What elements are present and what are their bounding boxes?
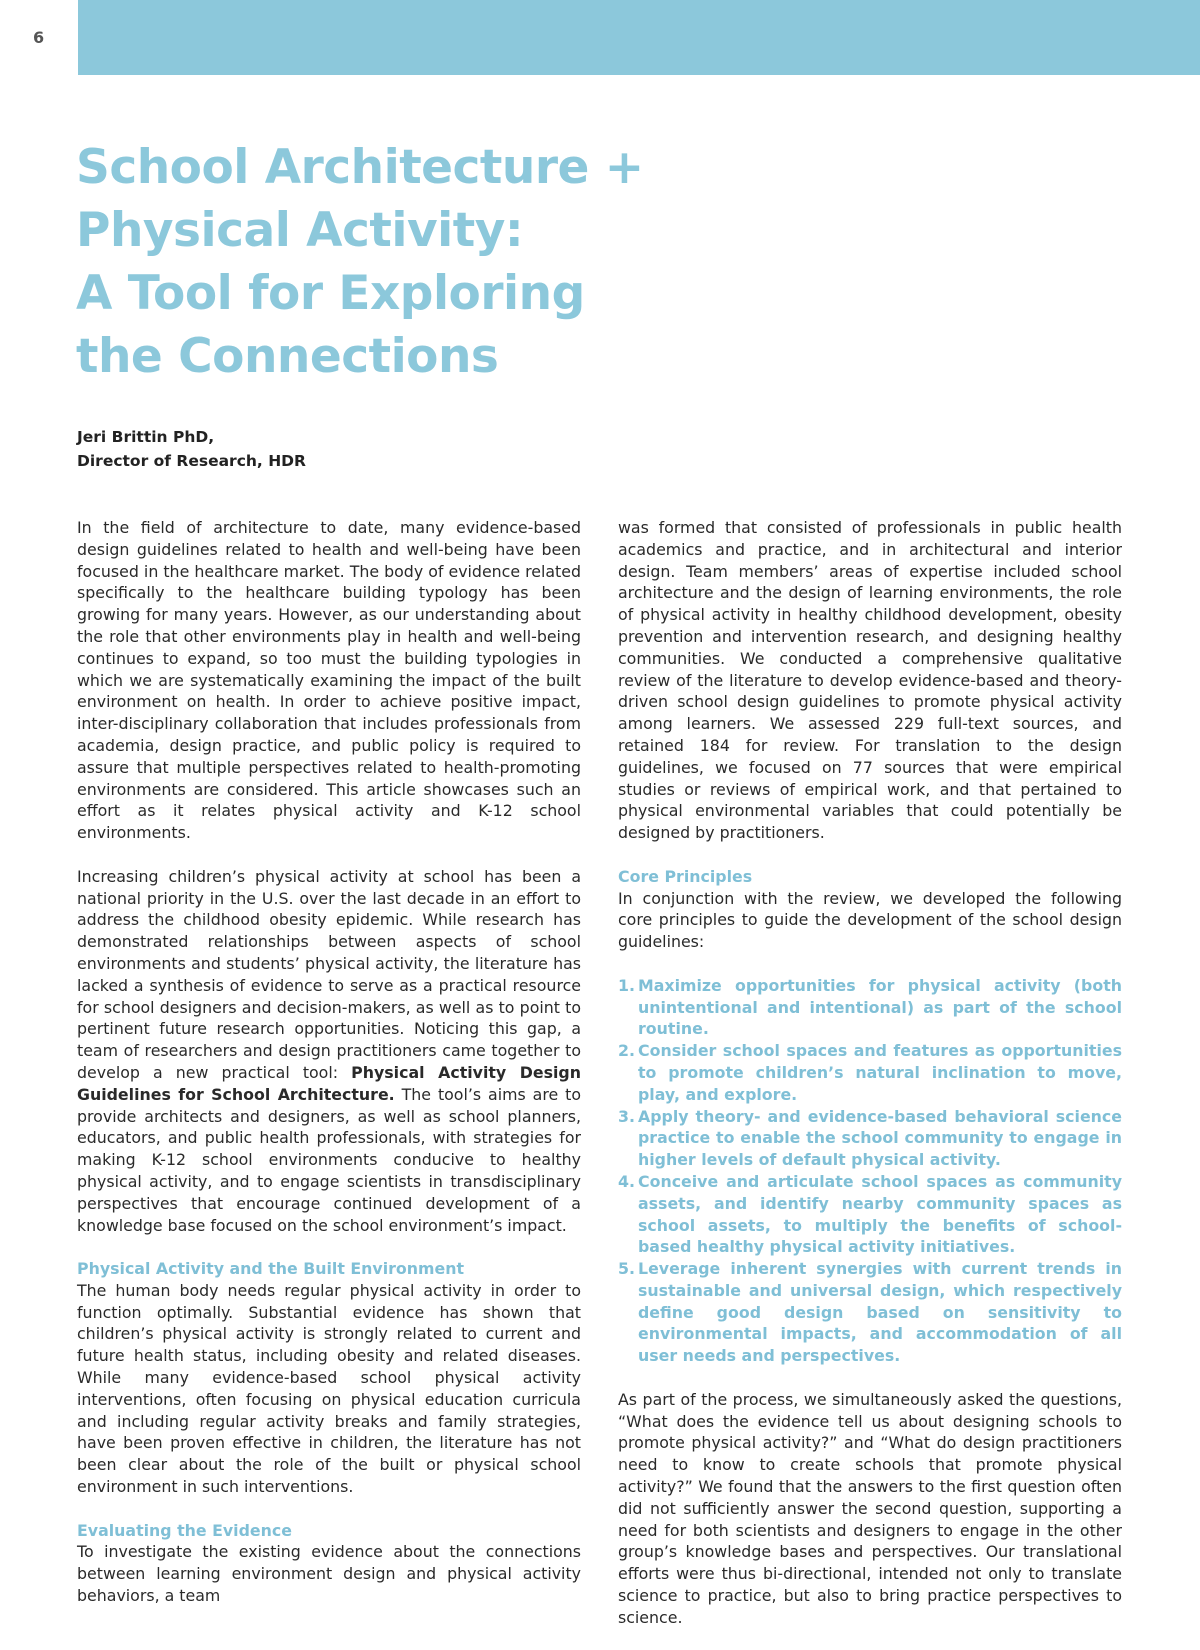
section-core-principles	[618, 866, 1122, 953]
list-number: 4.	[618, 1171, 635, 1191]
list-text: Apply theory- and evidence-based behavioral science practice to enable the school community to engage in higher levels of default physical activity.	[638, 1106, 1122, 1170]
title-line: Physical Activity:	[76, 203, 524, 258]
author-name: Jeri Brittin PhD,	[77, 428, 215, 446]
list-item	[618, 975, 1122, 1040]
author-block	[77, 425, 306, 473]
motivation-text-end: The tool’s aims are to provide architects and designers, as well as school planners, educators, and public health professionals, with strategies for making K-12 school environments conducive to healthy physical activity, and to engage scientists in transdisciplinary perspectives that encourage continued development of a knowledge base focused on the school environment’s impact.	[77, 1084, 582, 1235]
list-number: 3.	[618, 1106, 635, 1126]
principles-list	[618, 975, 1122, 1367]
motivation-paragraph	[77, 866, 581, 1237]
title-line: the Connections	[76, 329, 499, 384]
section-heading: Physical Activity and the Built Environment	[77, 1259, 464, 1279]
section-text: To investigate the existing evidence about the connections between learning environment design and physical activity behaviors, a team	[77, 1542, 581, 1606]
motivation-text-start: Increasing children’s physical activity at school has been a national priority in the U.S. over the last decade in an effort to address the childhood obesity epidemic. While research has demonstrated relationships between aspects of school environments and students’ physical activity, the literature has lacked a synthesis of evidence to serve as a practical resource for school designers and decision-makers, as well as to point to pertinent future research opportunities. Noticing this gap, a team of researchers and design practitioners came together to develop a new practical tool:	[77, 866, 581, 1082]
page-number: 6	[33, 28, 45, 47]
list-number: 1.	[618, 975, 635, 995]
list-text: Conceive and articulate school spaces as community assets, and identify nearby community spaces as school assets, to multiply the benefits of school-based healthy physical activity initiatives.	[638, 1171, 1122, 1257]
list-item	[618, 1106, 1122, 1171]
right-column	[618, 517, 1122, 1650]
list-item	[618, 1258, 1122, 1367]
closing-paragraph: As part of the process, we simultaneously asked the questions, “What does the evidence tell us about designing schools to promote physical activity?” and “What do design practitioners need to know to create schools that promote physical activity?” We found that the answers to the first question often did not sufficiently answer the second question, supporting a need for both scientists and designers to engage in the other group’s knowledge bases and perspectives. Our translational efforts were thus bi-directional, intended not only to translate science to practice, but also to bring practice perspectives to science.	[618, 1389, 1122, 1627]
article-title	[76, 136, 696, 388]
tool-name: Physical Activity Design Guidelines for School Architecture.	[77, 1062, 581, 1104]
section-evaluating-evidence	[77, 1520, 581, 1607]
list-text: Consider school spaces and features as opportunities to promote children’s natural inclination to move, play, and explore.	[638, 1041, 1122, 1104]
continuation-paragraph: was formed that consisted of professionals in public health academics and practice, and in architectural and interior design. Team members’ areas of expertise included school architecture and the design of learning environments, the role of physical activity in healthy childhood development, obesity prevention and intervention research, and designing healthy communities. We conducted a comprehensive qualitative review of the literature to develop evidence-based and theory-driven school design guidelines to promote physical activity among learners. We assessed 229 full-text sources, and retained 184 for review. For translation to the design guidelines, we focused on 77 sources that were empirical studies or reviews of empirical work, and that pertained to physical environmental variables that could potentially be designed by practitioners.	[618, 518, 1122, 843]
header-color-band	[78, 0, 1200, 75]
title-line: A Tool for Exploring	[76, 266, 585, 321]
list-number: 2.	[618, 1041, 635, 1061]
section-heading: Evaluating the Evidence	[77, 1520, 292, 1540]
list-number: 5.	[618, 1259, 635, 1279]
author-role: Director of Research, HDR	[77, 452, 306, 470]
section-built-environment	[77, 1258, 581, 1498]
intro-paragraph: In the field of architecture to date, many evidence-based design guidelines related to health and well-being have been focused in the healthcare market. The body of evidence related specifically to the healthcare building typology has been growing for many years. However, as our understanding about the role that other environments play in health and well-being continues to expand, so too must the building typologies in which we are systematically examining the impact of the built environment on health. In order to achieve positive impact, inter-disciplinary collaboration that includes professionals from academia, design practice, and public policy is required to assure that multiple perspectives related to health-promoting environments are considered. This article showcases such an effort as it relates physical activity and K-12 school environments.	[77, 518, 581, 843]
list-item	[618, 1171, 1122, 1258]
section-heading: Core Principles	[618, 866, 753, 886]
section-text: In conjunction with the review, we developed the following core principles to guide the development of the school design guidelines:	[618, 888, 1122, 952]
list-text: Maximize opportunities for physical activity (both unintentional and intentional) as part of the school routine.	[638, 975, 1122, 1039]
left-column	[77, 517, 581, 1629]
section-text: The human body needs regular physical activity in order to function optimally. Substantial evidence has shown that children’s physical activity is strongly related to current and future health status, including obesity and related diseases. While many evidence-based school physical activity interventions, often focusing on physical education curricula and including regular activity breaks and family strategies, have been proven effective in children, the literature has not been clear about the role of the built or physical school environment in such interventions.	[77, 1280, 581, 1497]
title-line: School Architecture +	[76, 140, 644, 195]
list-text: Leverage inherent synergies with current trends in sustainable and universal design, which respectively define good design based on sensitivity to environmental impacts, and accommodation of all user needs and perspectives.	[638, 1259, 1122, 1366]
list-item	[618, 1040, 1122, 1105]
